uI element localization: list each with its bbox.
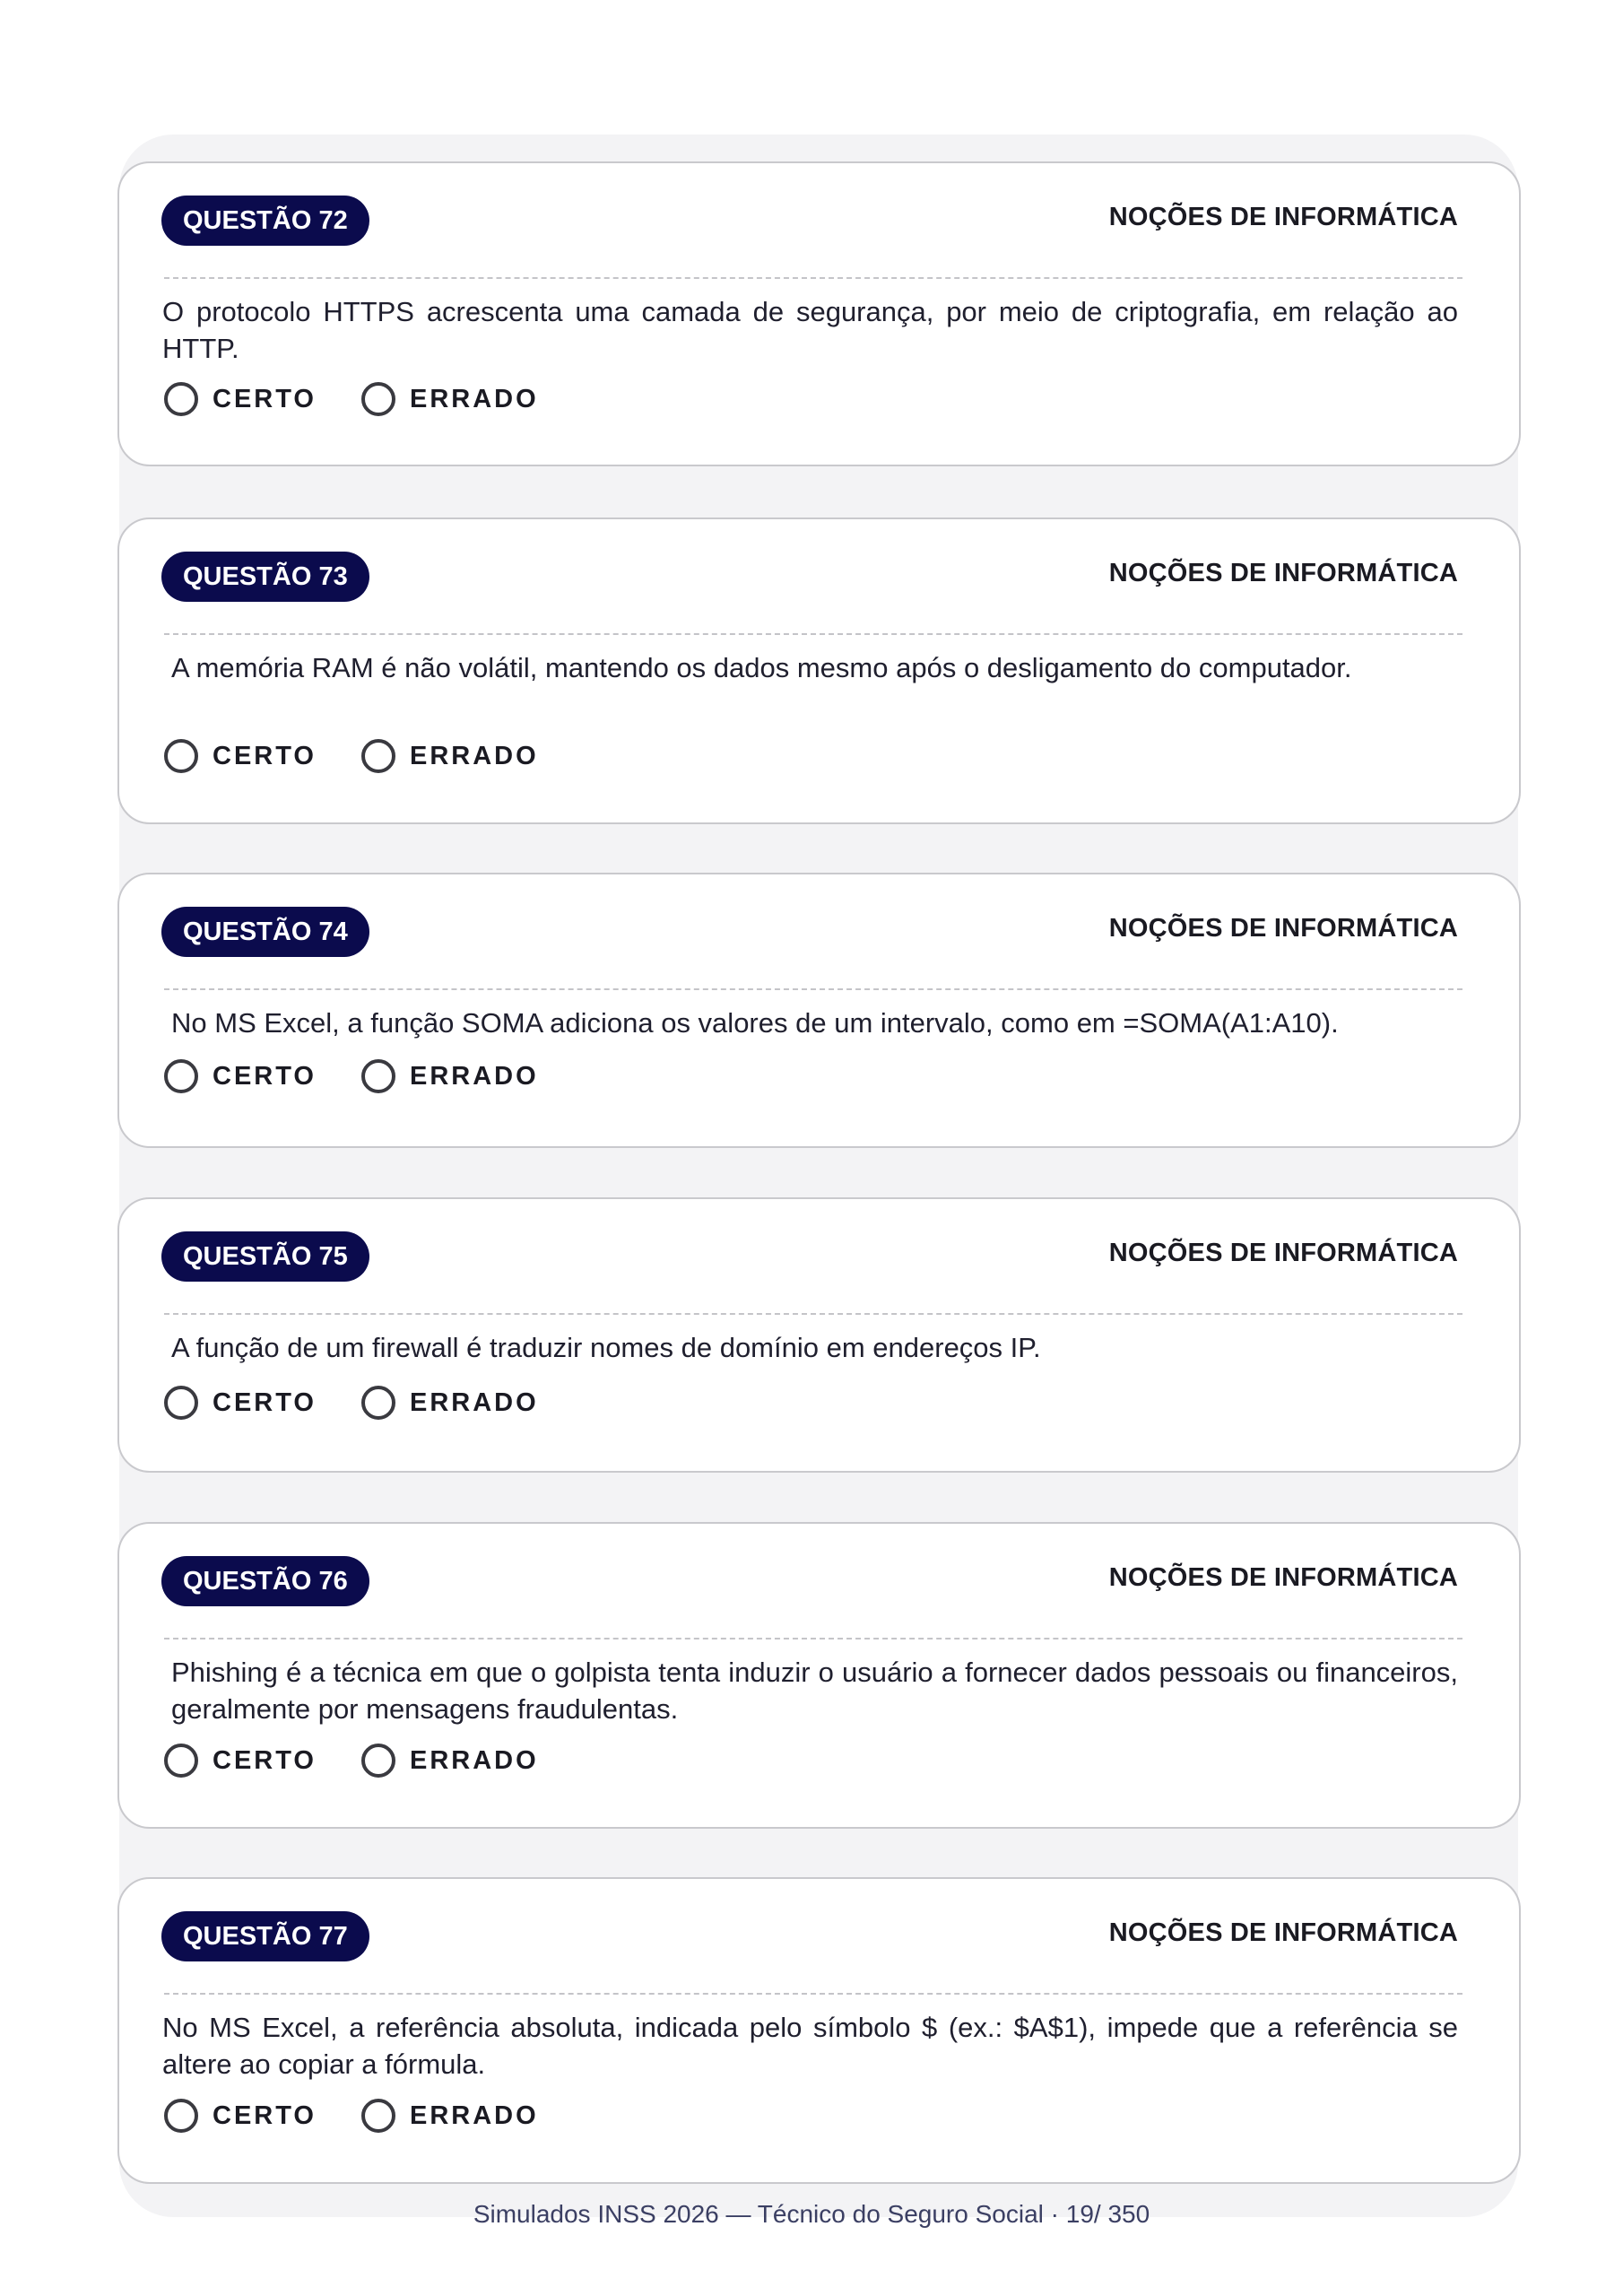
option-certo[interactable] <box>164 1386 317 1420</box>
radio-certo[interactable] <box>164 739 198 773</box>
card-divider <box>164 277 1462 279</box>
question-card-75 <box>117 1197 1521 1473</box>
question-statement: No MS Excel, a referência absoluta, indicada pelo símbolo $ (ex.: $A$1), impede que a referência se altere ao copiar a fórmula. <box>162 2012 1458 2080</box>
option-certo-label: CERTO <box>213 1061 317 1091</box>
option-errado[interactable] <box>361 1386 539 1420</box>
radio-certo[interactable] <box>164 1059 198 1093</box>
radio-errado[interactable] <box>361 1059 395 1093</box>
question-subject: NOÇÕES DE INFORMÁTICA <box>1108 914 1458 943</box>
page-footer: Simulados INSS 2026 — Técnico do Seguro Social · 19/ 350 <box>473 2200 1150 2228</box>
question-card-76 <box>117 1522 1521 1829</box>
option-certo[interactable] <box>164 382 317 416</box>
option-certo[interactable] <box>164 1744 317 1778</box>
option-certo-label: CERTO <box>213 741 317 770</box>
question-number-badge: QUESTÃO 77 <box>161 1911 369 1961</box>
question-card-73 <box>117 517 1521 824</box>
question-number-badge: QUESTÃO 74 <box>161 907 369 957</box>
option-errado-label: ERRADO <box>409 1745 539 1775</box>
question-statement: Phishing é a técnica em que o golpista tenta induzir o usuário a fornecer dados pessoais ou financeiros, geralmente por mensagens fraudulentas. <box>171 1657 1458 1725</box>
option-errado[interactable] <box>361 1059 539 1093</box>
option-errado-label: ERRADO <box>409 2100 539 2130</box>
option-certo[interactable] <box>164 739 317 773</box>
question-subject: NOÇÕES DE INFORMÁTICA <box>1108 1918 1458 1947</box>
question-number-badge: QUESTÃO 73 <box>161 552 369 602</box>
radio-errado[interactable] <box>361 2099 395 2133</box>
answer-options <box>164 1744 539 1778</box>
option-certo[interactable] <box>164 2099 317 2133</box>
question-card-77 <box>117 1877 1521 2184</box>
radio-certo[interactable] <box>164 2099 198 2133</box>
question-subject: NOÇÕES DE INFORMÁTICA <box>1108 559 1458 587</box>
radio-certo[interactable] <box>164 1386 198 1420</box>
option-errado-label: ERRADO <box>409 384 539 413</box>
question-subject: NOÇÕES DE INFORMÁTICA <box>1108 1563 1458 1592</box>
option-errado-label: ERRADO <box>409 741 539 770</box>
question-number-badge: QUESTÃO 76 <box>161 1556 369 1606</box>
card-divider <box>164 1313 1462 1315</box>
question-number-badge: QUESTÃO 75 <box>161 1231 369 1282</box>
radio-errado[interactable] <box>361 382 395 416</box>
radio-errado[interactable] <box>361 1386 395 1420</box>
radio-errado[interactable] <box>361 1744 395 1778</box>
card-divider <box>164 1638 1462 1639</box>
radio-certo[interactable] <box>164 1744 198 1778</box>
option-certo[interactable] <box>164 1059 317 1093</box>
question-statement: O protocolo HTTPS acrescenta uma camada de segurança, por meio de criptografia, em relação ao HTTP. <box>162 296 1458 364</box>
question-subject: NOÇÕES DE INFORMÁTICA <box>1108 1239 1458 1267</box>
card-divider <box>164 633 1462 635</box>
question-card-74 <box>117 873 1521 1148</box>
option-certo-label: CERTO <box>213 1745 317 1775</box>
option-certo-label: CERTO <box>213 1387 317 1417</box>
option-errado[interactable] <box>361 2099 539 2133</box>
radio-certo[interactable] <box>164 382 198 416</box>
radio-errado[interactable] <box>361 739 395 773</box>
question-subject: NOÇÕES DE INFORMÁTICA <box>1108 203 1458 231</box>
question-statement: A memória RAM é não volátil, mantendo os dados mesmo após o desligamento do computador. <box>171 652 1352 683</box>
question-card-72 <box>117 161 1521 466</box>
option-certo-label: CERTO <box>213 2100 317 2130</box>
option-certo-label: CERTO <box>213 384 317 413</box>
answer-options <box>164 2099 539 2133</box>
card-divider <box>164 1993 1462 1995</box>
question-number-badge: QUESTÃO 72 <box>161 196 369 246</box>
card-divider <box>164 988 1462 990</box>
option-errado[interactable] <box>361 1744 539 1778</box>
question-statement: A função de um firewall é traduzir nomes de domínio em endereços IP. <box>171 1332 1041 1363</box>
answer-options <box>164 1386 539 1420</box>
answer-options <box>164 382 539 416</box>
answer-options <box>164 739 539 773</box>
question-statement: No MS Excel, a função SOMA adiciona os valores de um intervalo, como em =SOMA(A1:A10). <box>171 1007 1339 1039</box>
option-errado-label: ERRADO <box>409 1061 539 1091</box>
option-errado-label: ERRADO <box>409 1387 539 1417</box>
answer-options <box>164 1059 539 1093</box>
option-errado[interactable] <box>361 382 539 416</box>
option-errado[interactable] <box>361 739 539 773</box>
